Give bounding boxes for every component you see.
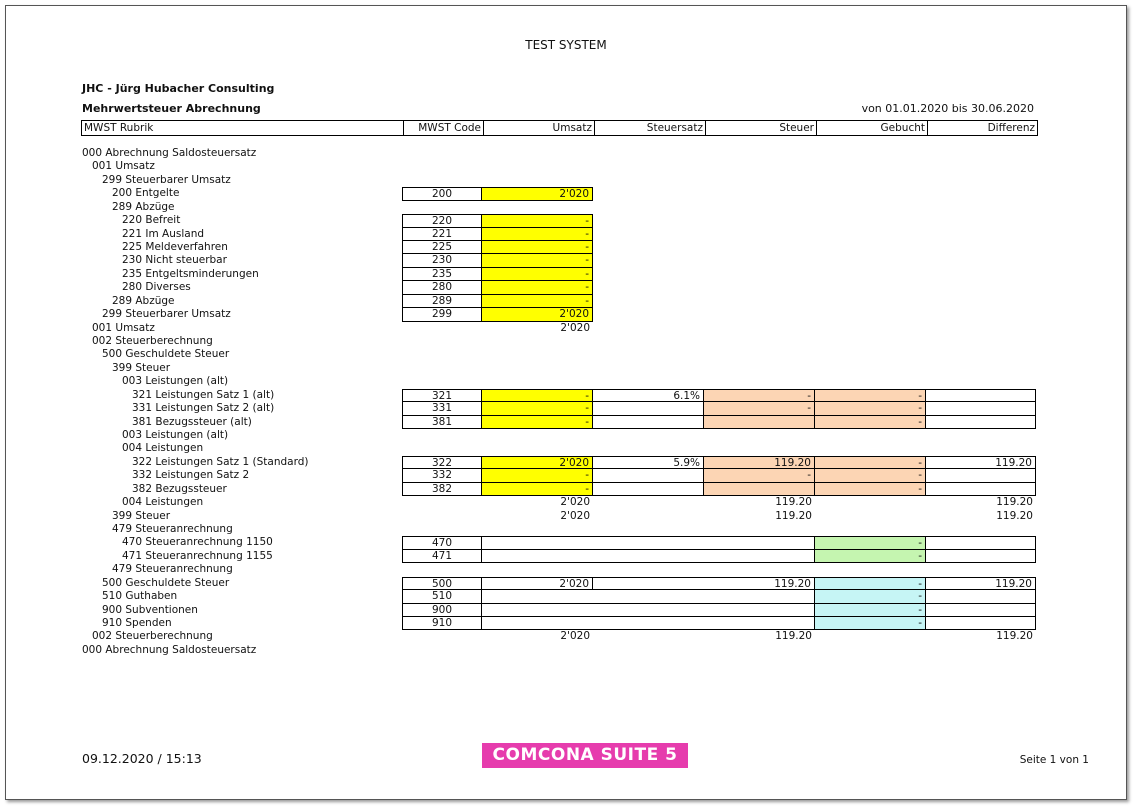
umsatz-cell: - [482,416,593,429]
table-row [6,604,1126,617]
steuersatz-cell [593,469,704,482]
mwst-code-cell: 289 [402,295,482,308]
col-differenz: Differenz [927,121,1037,135]
umsatz-cell: 2'020 [482,308,593,321]
rubrik-label: 510 Guthaben [102,590,178,603]
table-row [6,241,1126,254]
table-row [6,510,1126,523]
empty-span-cell [482,604,815,617]
table-row [6,496,1126,509]
table-row [6,630,1126,643]
rubrik-label: 470 Steueranrechnung 1150 [122,536,273,549]
table-row [6,362,1126,375]
differenz-cell [926,604,1036,617]
mwst-code-cell: 332 [402,469,482,482]
umsatz-total: 2'020 [560,321,590,334]
steuer-total: 119.20 [775,630,812,643]
gebucht-cell: - [815,536,926,549]
col-steuer: Steuer [705,121,816,135]
differenz-cell [926,550,1036,563]
umsatz-cell: - [482,281,593,294]
differenz-cell [926,590,1036,603]
table-row [6,335,1126,348]
system-title: TEST SYSTEM [525,38,607,52]
rubrik-label: 000 Abrechnung Saldosteuersatz [82,147,257,159]
mwst-code-cell: 471 [402,550,482,563]
differenz-cell [926,469,1036,482]
table-row [6,348,1126,361]
rubrik-label: 225 Meldeverfahren [122,241,228,253]
table-row [6,254,1126,267]
table-row [6,563,1126,576]
table-row [6,442,1126,455]
steuer-cell [704,483,815,496]
mwst-code-cell: 221 [402,228,482,241]
steuer-cell: 119.20 [704,456,815,469]
umsatz-cell: 2'020 [482,187,593,200]
steuer-total: 119.20 [775,509,812,522]
table-row [6,375,1126,388]
gebucht-cell: - [815,550,926,563]
differenz-cell [926,416,1036,429]
rubrik-label: 289 Abzüge [112,200,175,213]
steuer-cell: - [704,402,815,415]
table-row [6,577,1126,590]
empty-span-cell [482,590,815,603]
rubrik-label: 003 Leistungen (alt) [122,375,229,388]
steuersatz-cell [593,402,704,415]
rubrik-label: 299 Steuerbarer Umsatz [102,308,231,321]
differenz-cell: 119.20 [926,577,1036,590]
differenz-total: 119.20 [996,509,1033,522]
table-row [6,160,1126,173]
mwst-code-cell: 331 [402,402,482,415]
company-name: JHC - Jürg Hubacher Consulting [82,82,275,95]
rubrik-label: 399 Steuer [112,361,171,374]
umsatz-cell: 2'020 [482,456,593,469]
mwst-code-cell: 235 [402,268,482,281]
rubrik-label: 280 Diverses [122,281,191,294]
umsatz-cell: - [482,241,593,254]
umsatz-cell: - [482,295,593,308]
differenz-cell [926,617,1036,630]
table-row [6,456,1126,469]
empty-span-cell [482,550,815,563]
gebucht-cell: - [815,402,926,415]
mwst-code-cell: 225 [402,241,482,254]
umsatz-cell: 2'020 [482,577,593,590]
gebucht-cell: - [815,617,926,630]
gebucht-cell: - [815,577,926,590]
steuer-total: 119.20 [775,496,812,509]
rubrik-label: 399 Steuer [112,509,171,522]
table-row [6,281,1126,294]
gebucht-cell: - [815,456,926,469]
mwst-code-cell: 900 [402,604,482,617]
rubrik-label: 322 Leistungen Satz 1 (Standard) [132,455,309,468]
table-row [6,523,1126,536]
rubrik-label: 471 Steueranrechnung 1155 [122,549,273,562]
mwst-code-cell: 910 [402,617,482,630]
rubrik-label: 001 Umsatz [92,160,155,173]
rubrik-label: 220 Befreit [122,214,181,227]
mwst-code-cell: 500 [402,577,482,590]
gebucht-cell: - [815,416,926,429]
rubrik-label: 230 Nicht steuerbar [122,254,227,267]
rubrik-label: 004 Leistungen [122,496,204,509]
rubrik-label: 299 Steuerbarer Umsatz [102,173,231,186]
rubrik-label: 331 Leistungen Satz 2 (alt) [132,402,275,415]
report-period: von 01.01.2020 bis 30.06.2020 [861,102,1034,115]
table-row [6,295,1126,308]
rubrik-label: 235 Entgeltsminderungen [122,267,259,280]
col-code: MWST Code [403,121,483,135]
umsatz-cell: - [482,268,593,281]
table-row [6,174,1126,187]
differenz-cell [926,536,1036,549]
mwst-code-cell: 321 [402,389,482,402]
table-row [6,187,1126,200]
rubrik-label: 221 Im Ausland [122,227,205,240]
mwst-code-cell: 220 [402,214,482,227]
rubrik-label: 500 Geschuldete Steuer [102,348,230,361]
table-row [6,416,1126,429]
umsatz-total: 2'020 [560,509,590,522]
col-steuersatz: Steuersatz [594,121,705,135]
gebucht-cell: - [815,590,926,603]
table-row [6,483,1126,496]
umsatz-cell: - [482,402,593,415]
rubrik-label: 004 Leistungen [122,442,204,455]
differenz-cell [926,402,1036,415]
differenz-total: 119.20 [996,496,1033,509]
umsatz-total: 2'020 [560,630,590,643]
table-row [6,617,1126,630]
umsatz-cell: - [482,483,593,496]
rubrik-label: 381 Bezugssteuer (alt) [132,415,252,428]
rubrik-label: 479 Steueranrechnung [112,563,233,576]
mwst-code-cell: 200 [402,187,482,200]
steuer-cell: 119.20 [704,577,815,590]
table-row [6,536,1126,549]
table-row [6,429,1126,442]
rubrik-label: 003 Leistungen (alt) [122,429,229,442]
table-header [81,120,1038,136]
differenz-cell: 119.20 [926,456,1036,469]
mwst-code-cell: 299 [402,308,482,321]
table-row [6,402,1126,415]
umsatz-cell: - [482,469,593,482]
umsatz-cell: - [482,214,593,227]
mwst-code-cell: 382 [402,483,482,496]
rubrik-label: 002 Steuerberechnung [92,630,213,643]
umsatz-total: 2'020 [560,496,590,509]
rubrik-label: 200 Entgelte [112,187,180,200]
report-page [5,5,1127,800]
umsatz-cell: - [482,228,593,241]
steuersatz-cell: 6.1% [593,389,704,402]
gebucht-cell: - [815,604,926,617]
table-row [6,389,1126,402]
steuer-cell: - [704,389,815,402]
table-row [6,201,1126,214]
report-title: Mehrwertsteuer Abrechnung [82,102,261,115]
steuersatz-cell [593,577,704,590]
col-rubrik: MWST Rubrik [84,122,154,134]
rubrik-label: 289 Abzüge [112,294,175,307]
steuer-cell: - [704,469,815,482]
brand-logo: COMCONA SUITE 5 [482,743,688,768]
rubrik-label: 382 Bezugssteuer [132,482,227,495]
empty-span-cell [482,617,815,630]
umsatz-cell: - [482,389,593,402]
rubrik-label: 332 Leistungen Satz 2 [132,469,250,482]
rubrik-label: 000 Abrechnung Saldosteuersatz [82,643,257,656]
table-row [6,322,1126,335]
differenz-cell [926,483,1036,496]
rubrik-label: 910 Spenden [102,617,172,630]
mwst-code-cell: 470 [402,536,482,549]
table-row [6,644,1126,657]
steuersatz-cell [593,483,704,496]
empty-span-cell [482,536,815,549]
umsatz-cell: - [482,254,593,267]
differenz-total: 119.20 [996,630,1033,643]
table-row [6,147,1126,160]
rubrik-label: 479 Steueranrechnung [112,523,233,536]
differenz-cell [926,389,1036,402]
table-row [6,214,1126,227]
table-row [6,228,1126,241]
table-row [6,268,1126,281]
gebucht-cell: - [815,389,926,402]
table-row [6,550,1126,563]
rubrik-label: 001 Umsatz [92,321,155,334]
gebucht-cell: - [815,483,926,496]
print-datetime: 09.12.2020 / 15:13 [82,751,202,766]
mwst-code-cell: 230 [402,254,482,267]
table-row [6,469,1126,482]
page-number: Seite 1 von 1 [1019,754,1089,766]
steuersatz-cell: 5.9% [593,456,704,469]
col-umsatz: Umsatz [483,121,594,135]
steuer-cell [704,416,815,429]
col-gebucht: Gebucht [816,121,927,135]
rubrik-label: 321 Leistungen Satz 1 (alt) [132,388,275,401]
mwst-code-cell: 322 [402,456,482,469]
gebucht-cell: - [815,469,926,482]
mwst-code-cell: 381 [402,416,482,429]
mwst-code-cell: 510 [402,590,482,603]
rubrik-label: 002 Steuerberechnung [92,335,213,348]
table-row [6,308,1126,321]
mwst-code-cell: 280 [402,281,482,294]
rubrik-label: 900 Subventionen [102,603,198,616]
table-row [6,590,1126,603]
steuersatz-cell [593,416,704,429]
rubrik-label: 500 Geschuldete Steuer [102,576,230,589]
